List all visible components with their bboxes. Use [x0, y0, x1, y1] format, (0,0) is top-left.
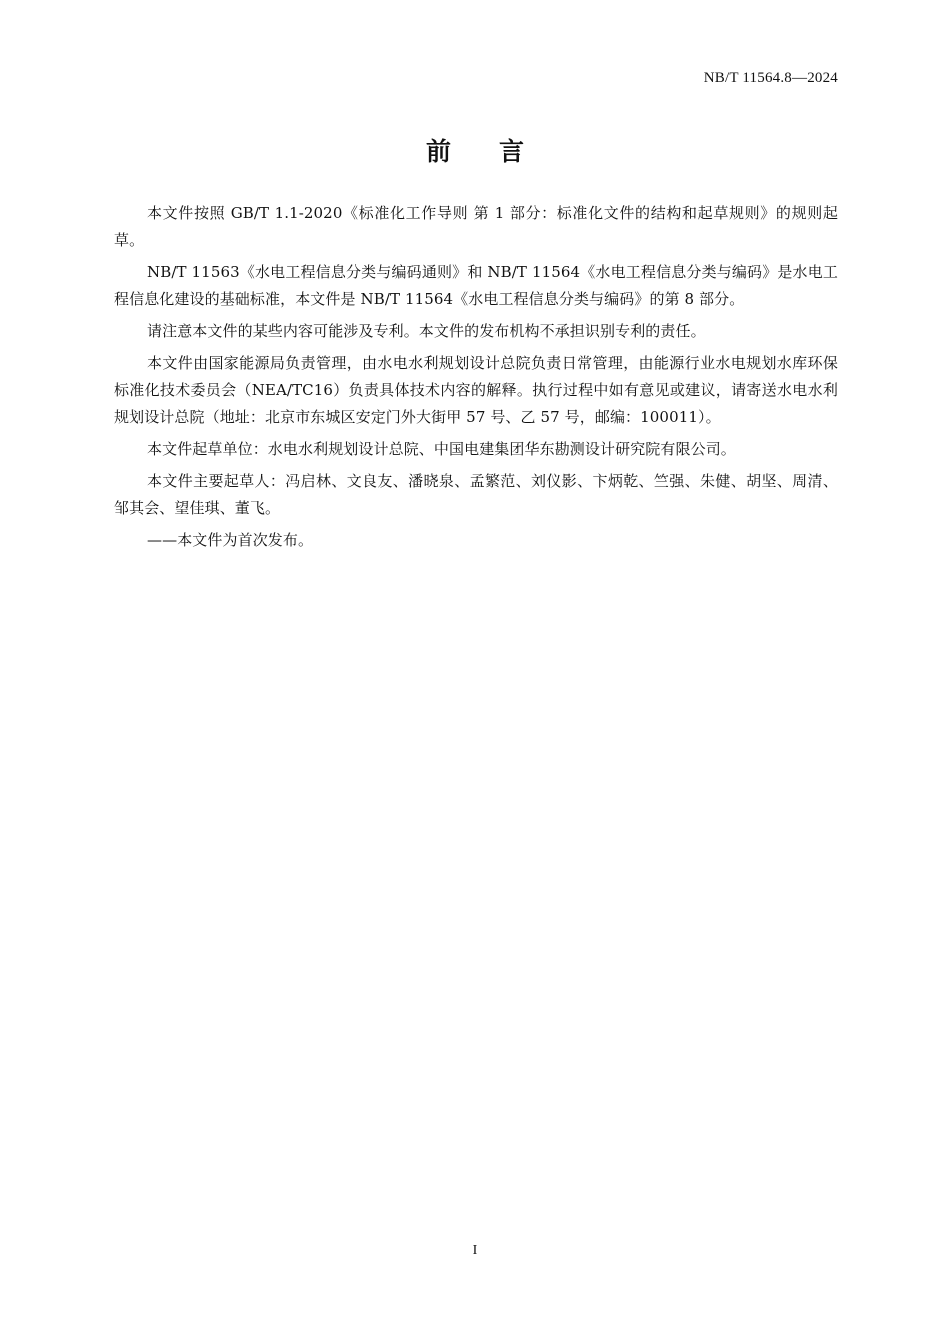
- page-title: 前言: [425, 137, 572, 166]
- paragraph-drafting-units: 本文件起草单位：水电水利规划设计总院、中国电建集团华东勘测设计研究院有限公司。: [147, 440, 736, 458]
- preface-body: [114, 200, 838, 559]
- paragraph-first-release: ——本文件为首次发布。: [147, 531, 314, 549]
- document-code: NB/T 11564.8—2024: [703, 70, 838, 86]
- page-number: I: [472, 1243, 478, 1258]
- paragraph-patent-notice: 请注意本文件的某些内容可能涉及专利。本文件的发布机构不承担识别专利的责任。: [147, 322, 706, 340]
- paragraph-drafters: 本文件主要起草人：冯启林、文良友、潘晓泉、孟繁范、刘仪影、卞炳乾、竺强、朱健、胡坚、周清、邹其会、望佳琪、董飞。: [114, 472, 838, 517]
- paragraph-management: 本文件由国家能源局负责管理，由水电水利规划设计总院负责日常管理，由能源行业水电规划水库环保标准化技术委员会（NEA/TC16）负责具体技术内容的解释。执行过程中如有意见或建议，请寄送水电水利规划设计总院（地址：北京市东城区安定门外大街甲 57 号、乙 57 号，邮编：100011）。: [114, 354, 838, 426]
- paragraph-basic-standards: NB/T 11563《水电工程信息分类与编码通则》和 NB/T 11564《水电工程信息分类与编码》是水电工程信息化建设的基础标准，本文件是 NB/T 11564《水电工程信息分类与编码》的第 8 部分。: [114, 263, 838, 308]
- paragraph-drafting-rules: 本文件按照 GB/T 1.1-2020《标准化工作导则 第 1 部分：标准化文件的结构和起草规则》的规则起草。: [114, 204, 838, 249]
